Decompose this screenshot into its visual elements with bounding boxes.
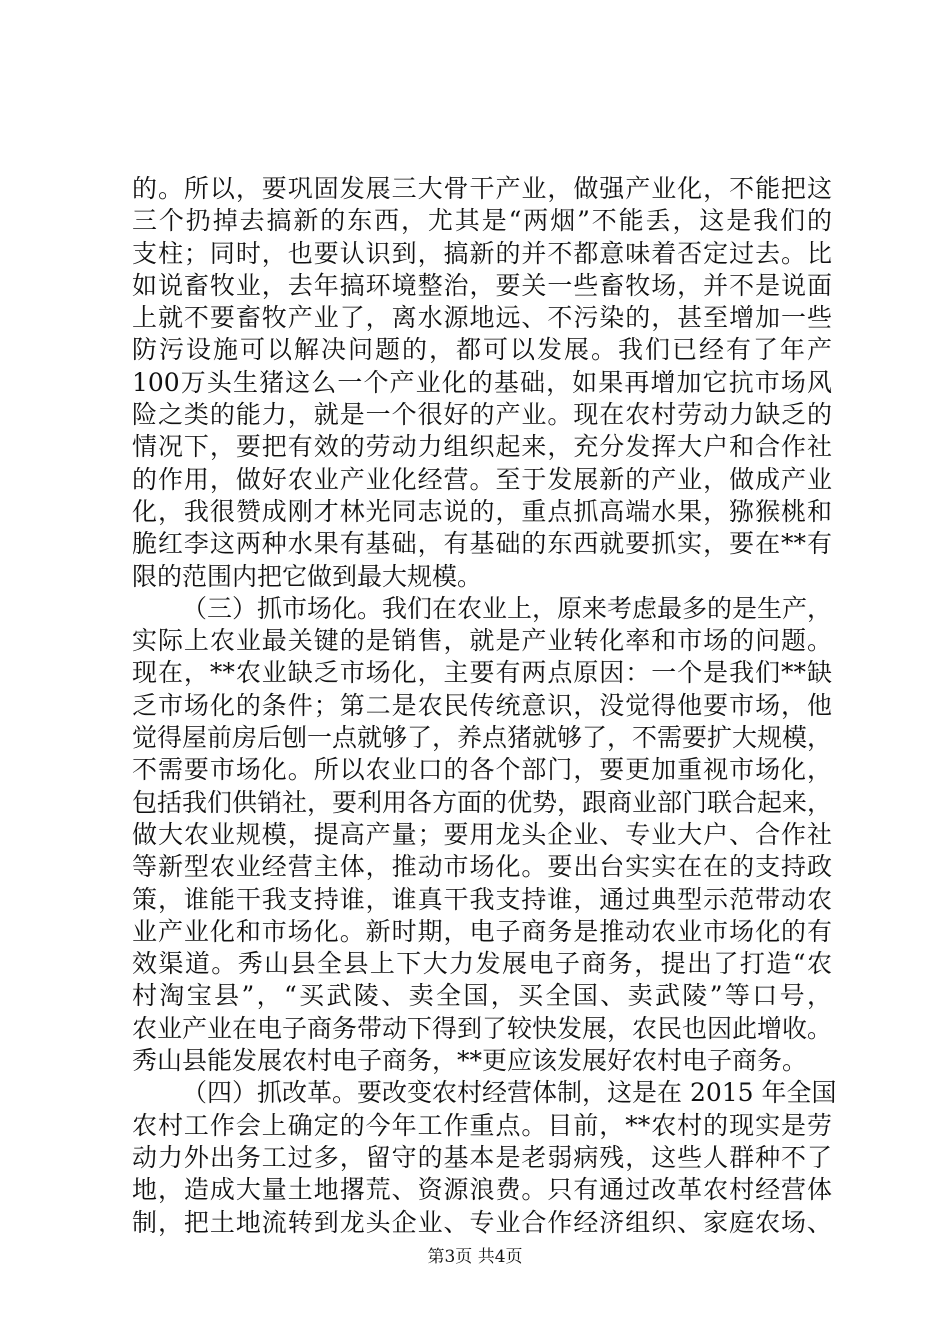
text-line: 支柱；同时，也要认识到，搞新的并不都意味着否定过去。比 bbox=[132, 238, 832, 268]
text-line: 效渠道。秀山县全县上下大力发展电子商务，提出了打造“农 bbox=[132, 949, 832, 979]
text-line: 做大农业规模，提高产量；要用龙头企业、专业大户、合作社 bbox=[132, 819, 832, 849]
text-line: 防污设施可以解决问题的，都可以发展。我们已经有了年产 bbox=[132, 335, 832, 365]
text-line: 地，造成大量土地撂荒、资源浪费。只有通过改革农村经营体 bbox=[132, 1175, 832, 1205]
text-line: 包括我们供销社，要利用各方面的优势，跟商业部门联合起来， bbox=[132, 787, 833, 817]
text-line: 农村工作会上确定的今年工作重点。目前，**农村的现实是劳 bbox=[132, 1110, 832, 1140]
text-line: 实际上农业最关键的是销售，就是产业转化率和市场的问题。 bbox=[132, 626, 832, 656]
text-line: 的作用，做好农业产业化经营。至于发展新的产业，做成产业 bbox=[132, 464, 832, 494]
text-line: 秀山县能发展农村电子商务，**更应该发展好农村电子商务。 bbox=[132, 1046, 808, 1076]
text-line: 业产业化和市场化。新时期，电子商务是推动农业市场化的有 bbox=[132, 916, 832, 946]
text-line: 100万头生猪这么一个产业化的基础，如果再增加它抗市场风 bbox=[132, 367, 832, 397]
text-line: 制，把土地流转到龙头企业、专业合作经济组织、家庭农场、 bbox=[132, 1207, 832, 1237]
text-line: 三个扔掉去搞新的东西，尤其是“两烟”不能丢，这是我们的 bbox=[132, 206, 832, 236]
text-line: 等新型农业经营主体，推动市场化。要出台实实在在的支持政 bbox=[132, 852, 832, 882]
text-line: （三）抓市场化。我们在农业上，原来考虑最多的是生产， bbox=[182, 593, 833, 623]
text-line: 险之类的能力，就是一个很好的产业。现在农村劳动力缺乏的 bbox=[132, 400, 832, 430]
text-line: 动力外出务工过多，留守的基本是老弱病残，这些人群种不了 bbox=[132, 1142, 832, 1172]
text-line: 如说畜牧业，去年搞环境整治，要关一些畜牧场，并不是说面 bbox=[132, 270, 832, 300]
text-line: （四）抓改革。要改变农村经营体制，这是在 2015 年全国 bbox=[182, 1078, 837, 1108]
text-line: 乏市场化的条件；第二是农民传统意识，没觉得他要市场，他 bbox=[132, 690, 832, 720]
text-line: 限的范围内把它做到最大规模。 bbox=[132, 561, 483, 591]
text-line: 上就不要畜牧产业了，离水源地远、不污染的，甚至增加一些 bbox=[132, 303, 832, 333]
text-line: 化，我很赞成刚才林光同志说的，重点抓高端水果，猕猴桃和 bbox=[132, 496, 832, 526]
text-line: 的。所以，要巩固发展三大骨干产业，做强产业化，不能把这 bbox=[132, 174, 832, 203]
text-line: 策，谁能干我支持谁，谁真干我支持谁，通过典型示范带动农 bbox=[132, 884, 832, 914]
text-line: 农业产业在电子商务带动下得到了较快发展，农民也因此增收。 bbox=[132, 1013, 833, 1043]
text-line: 觉得屋前房后刨一点就够了，养点猪就够了，不需要扩大规模， bbox=[132, 723, 833, 753]
text-line: 不需要市场化。所以农业口的各个部门，要更加重视市场化， bbox=[132, 755, 832, 785]
page-footer: 第3页 共4页 bbox=[427, 1247, 523, 1267]
text-line: 村淘宝县”，“买武陵、卖全国，买全国、卖武陵”等口号， bbox=[132, 981, 832, 1011]
text-line: 情况下，要把有效的劳动力组织起来，充分发挥大户和合作社 bbox=[132, 432, 832, 462]
body-text bbox=[132, 173, 837, 1239]
text-line: 脆红李这两种水果有基础，有基础的东西就要抓实，要在**有 bbox=[132, 529, 832, 559]
text-line: 现在，**农业缺乏市场化，主要有两点原因：一个是我们**缺 bbox=[132, 658, 832, 688]
